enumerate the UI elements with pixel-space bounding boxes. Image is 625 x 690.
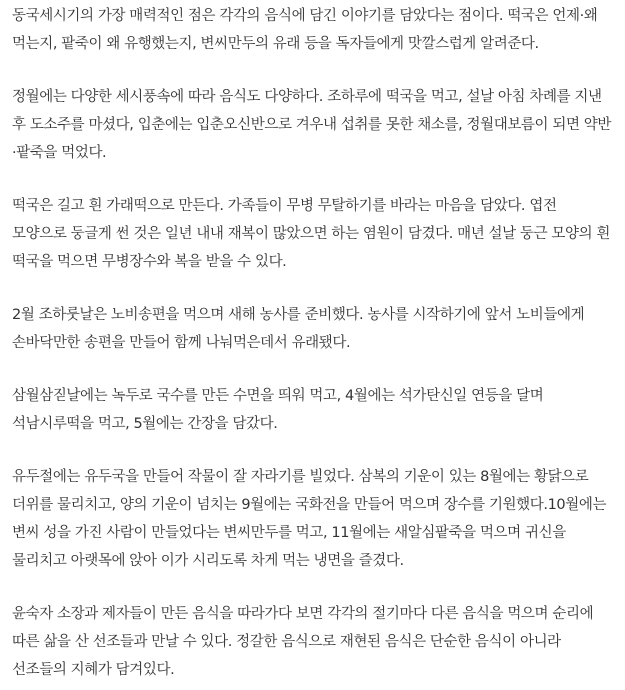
paragraph-tteokguk: 떡국은 길고 흰 가래떡으로 만든다. 가족들이 무병 무탈하기를 바라는 마음을 담았다. 엽전 모양으로 둥글게 썬 것은 일년 내내 재복이 많았으면 하는 염원이 담겼다. 매년 설날 둥근 모양의 흰 떡국을 먹으면 무병장수와 복을 받을 수 있다.	[12, 198, 611, 270]
paragraph-dongguk-sesigi-intro: 동국세시기의 가장 매력적인 점은 각각의 음식에 담긴 이야기를 담았다는 점이다. 떡국은 언제·왜 먹는지, 팥죽이 왜 유행했는지, 변씨만두의 유래 등을 독자들에게 맛깔스럽게 알려준다.	[12, 8, 598, 52]
paragraph-second-month-songpyeon: 2월 조하룻날은 노비송편을 먹으며 새해 농사를 준비했다. 농사를 시작하기에 앞서 노비들에게 손바닥만한 송편을 만들어 함께 나눠먹은데서 유래됐다.	[12, 307, 585, 351]
paragraph-summer-autumn-winter: 유두절에는 유두국을 만들어 작물이 잘 자라기를 빌었다. 삼복의 기운이 있는 8월에는 황닭으로 더위를 물리치고, 양의 기운이 넘치는 9월에는 국화전을 만들어 먹으며 장수를 기원했다.10월에는 변씨 성을 가진 사람이 만들었다는 변씨만두를 먹고, 11월에는 새알심팥죽을 먹으며 귀신을 물리치고 아랫목에 앉아 이가 시리도록 차게 먹는 냉면을 즐겼다.	[12, 469, 607, 569]
paragraph-first-month-foods: 정월에는 다양한 세시풍속에 따라 음식도 다양하다. 조하루에 떡국을 먹고, 설날 아침 차례를 지낸 후 도소주를 마셨다, 입춘에는 입춘오신반으로 겨우내 섭취를 못한 채소를, 정월대보름이 되면 약반·팥죽을 먹었다.	[12, 89, 611, 161]
paragraph-spring-months: 삼월삼짇날에는 녹두로 국수를 만든 수면을 띄워 먹고, 4월에는 석가탄신일 연등을 달며 석남시루떡을 먹고, 5월에는 간장을 담갔다.	[12, 388, 544, 432]
paragraph-conclusion: 윤숙자 소장과 제자들이 만든 음식을 따라가다 보면 각각의 절기마다 다른 음식을 먹으며 순리에 따른 삶을 산 선조들과 만날 수 있다. 정갈한 음식으로 재현된 음식은 단순한 음식이 아니라 선조들의 지혜가 담겨있다.	[12, 606, 594, 678]
